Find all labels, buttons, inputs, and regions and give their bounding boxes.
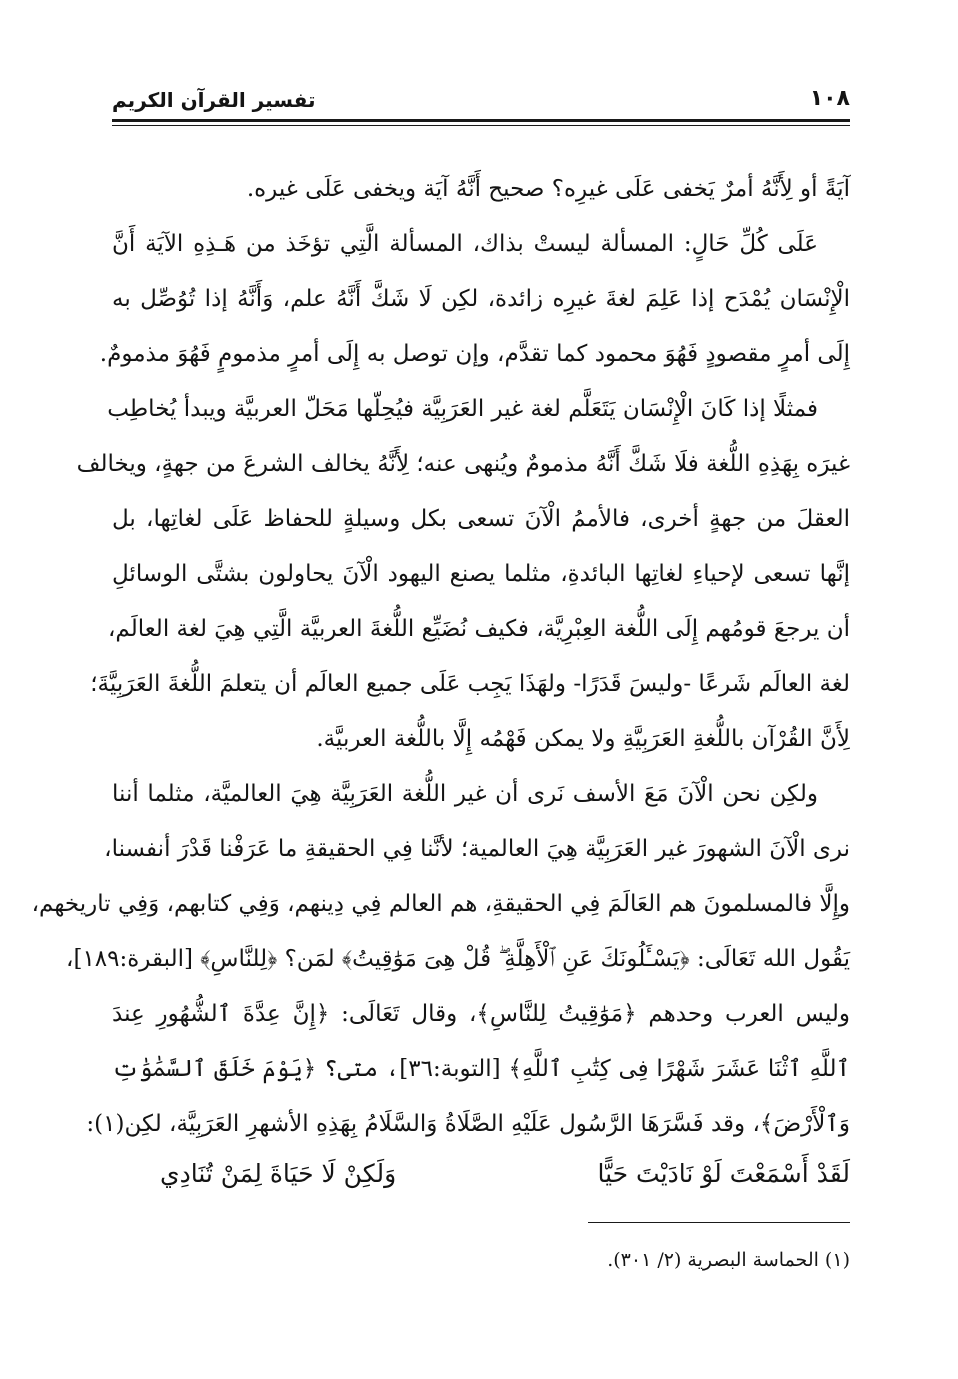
header-rule-thin xyxy=(112,125,850,126)
footnote: (١) الحماسة البصرية (٢/ ٣٠١). xyxy=(607,1249,850,1271)
book-title: تفسير القرآن الكريم xyxy=(112,88,316,112)
text-line: إِلَى أمرٍ مقصودٍ فَهُوَ محمود كما تقدَّم، وإن توصل به إِلَى أمرٍ مذمومٍ فَهُوَ مذمومٌ. xyxy=(99,341,850,367)
text-line: غيرَه بِهَذِهِ اللُّغة فلَا شَكَّ أَنَّهُ مذمومٌ ويُنهى عنه؛ لِأَنَّهُ يخالف الشرعَ من جهةٍ، ويخالف xyxy=(76,451,850,477)
running-header xyxy=(112,86,850,116)
text-line: ٱللَّهِ ٱثْنَا عَشَرَ شَهْرًا فِى كِتَٰبِ ٱللَّهِ﴾ [التوبة:٣٦]، متى؟ ﴿يَوْمَ خَلَقَ ٱلسَّمَٰوَٰتِ xyxy=(112,1056,850,1082)
text-line: أن يرجعَ قومُهم إِلَى اللُّغة العِبْرِيَّة، فكيف نُضَيِّع اللُّغةَ العربيَّة الَّتِي هِيَ لغة العالَم، xyxy=(107,616,850,642)
text-line: فمثلًا إذا كَانَ الْإِنْسَان يَتَعَلَّم لغة غير العَرَبِيَّة فيُحِلّها مَحَلّ العربيَّة ويبدأ يُخاطِب xyxy=(107,396,818,422)
poetry-verse xyxy=(160,1146,850,1201)
page-number: ١٠٨ xyxy=(809,86,850,111)
text-line: لغة العالَم شَرعًا -وليسَ قَدَرًا- ولهَذَا يَجِب عَلَى جميع العالَم أن يتعلمَ اللُّغةَ العَرَبِيَّةَ؛ xyxy=(90,671,850,697)
text-line: إنَّها تسعى لإحياءِ لغاتِها البائدةِ، مثلما يصنع اليهود الْآنَ يحاولون بشتَّى الوسائلِ xyxy=(112,561,850,587)
text-line: وإِلَّا فالمسلمونَ هم العَالَمَ فِي الحقيقةِ، هم العالم فِي دِينهم، وَفِي كتابهم، وَفِي تاريخهم، xyxy=(31,891,850,917)
main-text xyxy=(31,162,850,1152)
header-rule-thick xyxy=(112,119,850,122)
text-line: لِأَنَّ القُرْآن باللُّغةِ العَرَبِيَّةِ ولا يمكن فَهْمُه إِلَّا باللُّغة العربيَّة. xyxy=(316,726,850,752)
text-line: آيَةً أو لِأَنَّهُ أمرٌ يَخفى عَلَى غيرِه؟ صحيح أَنَّهُ آيَة ويخفى عَلَى غيره. xyxy=(246,176,850,202)
text-line: يَقُول الله تَعَالَى: ﴿يَسْـَٔلُونَكَ عَنِ ٱلْأَهِلَّةِ ۖ قُلْ هِىَ مَوَٰقِيتُ﴾ لمَن؟ ﴿لِلنَّاسِ﴾ [البقرة:١٨٩]، xyxy=(66,946,850,972)
text-line: وَٱلْأَرْضَ﴾، وقد فَسَّرَهَا الرَّسُول عَلَيْهِ الصَّلَاةُ وَالسَّلَامُ بِهَذِهِ الأشهرِ العَرَبِيَّة، لكِن(١): xyxy=(86,1111,850,1137)
text-line: نرى الْآنَ الشهورَ غير العَرَبِيَّة هِيَ العالمية؛ لأنَّنا فِي الحقيقةِ ما عَرَفْنا قَدْرَ أنفسنا، xyxy=(104,836,850,862)
first-hemistich: لَقَدْ أَسْمَعْتَ لَوْ نَادَيْتَ حَيًّا xyxy=(597,1159,850,1188)
text-line: ولكِن نحن الْآنَ مَعَ الأسف نَرى أن غير اللُّغة العَرَبِيَّة هِيَ العالميَّة، مثلما أننا xyxy=(112,781,818,807)
text-line: وليس العرب وحدهم ﴿مَوَٰقِيتُ لِلنَّاسِ﴾، وقال تَعَالَى: ﴿إِنَّ عِدَّةَ ٱلشُّهُورِ عِندَ xyxy=(112,1001,850,1027)
second-hemistich: وَلَكِنْ لَا حَيَاةَ لِمَنْ تُنَادِي xyxy=(160,1159,397,1188)
footnote-separator xyxy=(588,1222,850,1223)
text-line: عَلَى كُلِّ حَالٍ: المسألة ليستْ بذاك، المسألة الَّتِي تؤخَذ من هَـذِهِ الآيَة أَنَّ xyxy=(112,231,818,257)
text-line: العقلَ من جهةٍ أخرى، فالأممُ الْآنَ تسعى بكل وسيلةٍ للحفاظ عَلَى لغاتِها، بل xyxy=(112,506,850,532)
text-line: الْإِنْسَان يُمْدَح إذا عَلِمَ لغةَ غيرِه زائدة، لكِن لَا شَكَّ أَنَّهُ علم، وَأَنَّهُ إذا تُوُصِّل به xyxy=(112,286,850,312)
